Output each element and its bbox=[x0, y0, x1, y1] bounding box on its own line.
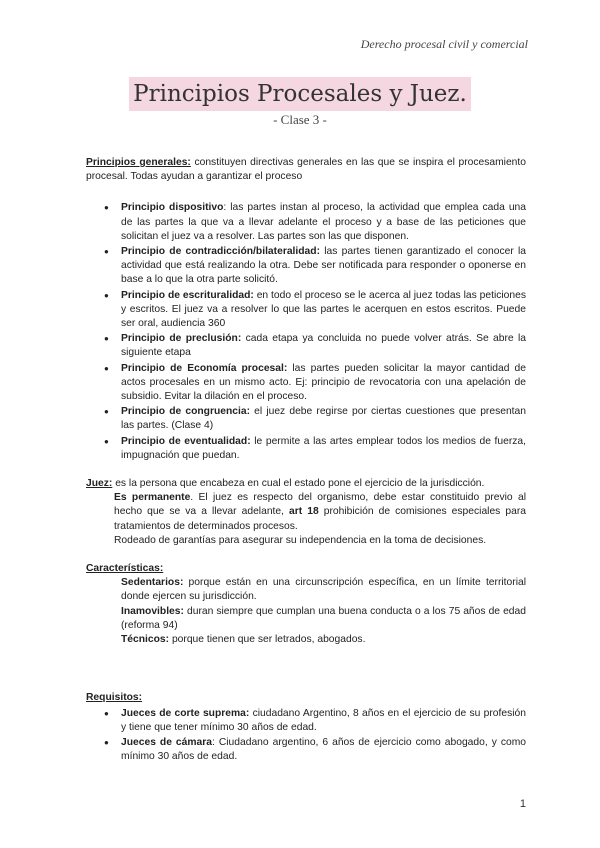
permanente-text: . El juez es respecto del organismo, debe estar constituido previo al hecho que se va a llevar adelante, bbox=[114, 492, 526, 518]
juez-definition bbox=[86, 477, 526, 491]
juez-text: es la persona que encabeza en cual el estado pone el ejercicio de la jurisdicción. bbox=[112, 478, 485, 490]
list-item-term: Principio de contradicción/bilateralidad: bbox=[121, 246, 321, 258]
caracteristica-item bbox=[86, 605, 526, 633]
caracteristica-text: duran siempre que cumplan una buena conducta o a los 75 años de edad (reforma 94) bbox=[121, 605, 526, 631]
list-item bbox=[86, 289, 526, 332]
list-item-term: Principio de congruencia: bbox=[121, 406, 251, 418]
title-wrapper bbox=[0, 77, 600, 111]
permanente-term: Es permanente bbox=[114, 492, 191, 504]
requisitos-heading: Requisitos: bbox=[86, 692, 143, 704]
juez-rodeado: Rodeado de garantías para asegurar su independencia en la toma de decisiones. bbox=[114, 534, 487, 546]
list-item bbox=[86, 332, 526, 360]
juez-heading: Juez: bbox=[86, 478, 113, 490]
list-item-term: Principio de eventualidad: bbox=[121, 435, 251, 447]
list-item bbox=[86, 736, 526, 764]
list-item-text: las partes pueden solicitar la mayor cantidad de actos procesales en un mismo acto. Ej: principio de revocatoria con una apelación de subsidio. Evitar la dilación en el proceso. bbox=[121, 362, 526, 403]
page-number: 1 bbox=[519, 798, 526, 810]
list-item-text: el juez debe regirse por ciertas cuestiones que presentan las partes. (Clase 4) bbox=[121, 406, 526, 432]
caracteristica-term: Inamovibles: bbox=[121, 605, 184, 617]
principios-list bbox=[86, 201, 526, 463]
requisitos-list bbox=[86, 707, 526, 765]
list-item-text: ciudadano Argentino, 8 años en el ejercicio de su profesión y tiene que tener mínimo 30 años de edad. bbox=[121, 707, 526, 733]
page-title: Principios Procesales y Juez. bbox=[129, 77, 471, 111]
list-item bbox=[86, 245, 526, 288]
caracteristica-term: Técnicos: bbox=[121, 634, 170, 646]
caracteristicas-heading-line bbox=[86, 562, 526, 576]
list-item-text: las partes tienen garantizado el conocer la actividad que está realizando la otra. Debe ser notificada para responder o oponerse en base a lo que la otra parte solicitó. bbox=[121, 246, 526, 286]
list-item bbox=[86, 707, 526, 735]
art-reference: art 18 bbox=[289, 506, 319, 518]
list-item-text: le permite a las artes emplear todos los medios de fuerza, impugnación que puedan. bbox=[121, 435, 526, 461]
principios-intro bbox=[86, 156, 526, 184]
list-item-term: Jueces de cámara bbox=[121, 736, 212, 748]
list-item-term: Principio de preclusión: bbox=[121, 333, 242, 345]
caracteristicas-heading: Características: bbox=[86, 563, 164, 575]
list-item-term: Principio dispositivo bbox=[121, 202, 224, 214]
list-item-text: cada etapa ya concluida no puede volver atrás. Se abre la siguiente etapa bbox=[121, 333, 526, 359]
list-item-text: : Ciudadano argentino, 6 años de ejercicio como abogado, y como mínimo 30 años de edad. bbox=[121, 736, 527, 763]
list-item-term: Principio de Economía procesal: bbox=[121, 362, 288, 374]
principios-heading: Principios generales: bbox=[86, 157, 191, 168]
caracteristica-item bbox=[86, 633, 526, 647]
list-item-text: : las partes instan al proceso, la actividad que emplea cada una de las partes la que va a llevar adelante el proceso y a base de las peticiones que solicitan el juez va a resolver. Las partes son las que disponen. bbox=[121, 202, 527, 242]
list-item-term: Jueces de corte suprema: bbox=[121, 707, 250, 719]
caracteristica-item bbox=[86, 576, 526, 604]
list-item bbox=[86, 201, 526, 244]
permanente-text-continued: prohibición de comisiones especiales para tratamientos de determinados procesos. bbox=[114, 506, 526, 532]
document-header: Derecho procesal civil y comercial bbox=[360, 37, 528, 51]
page-subtitle: - Clase 3 - bbox=[273, 112, 327, 127]
list-item bbox=[86, 435, 526, 463]
list-item bbox=[86, 362, 526, 405]
caracteristica-term: Sedentarios: bbox=[121, 577, 184, 589]
document-body bbox=[86, 156, 526, 764]
principios-intro-text: constituyen directivas generales en las que se inspira el procesamiento procesal. Todas ayudan a garantizar el proceso bbox=[86, 157, 527, 183]
list-item-term: Principio de escrituralidad: bbox=[121, 289, 254, 301]
requisitos-heading-line bbox=[86, 691, 526, 705]
juez-permanente bbox=[86, 491, 526, 534]
caracteristica-text: porque tienen que ser letrados, abogados. bbox=[169, 634, 366, 646]
caracteristica-text: porque están en una circunscripción específica, en un límite territorial donde ejercen su jurisdicción. bbox=[121, 577, 526, 603]
list-item bbox=[86, 405, 526, 433]
list-item-text: en todo el proceso se le acerca al juez todas las peticiones y escritos. El juez va a resolver lo que las partes le acerquen en estos escritos. Puede ser oral, audiencia 360 bbox=[121, 289, 527, 330]
